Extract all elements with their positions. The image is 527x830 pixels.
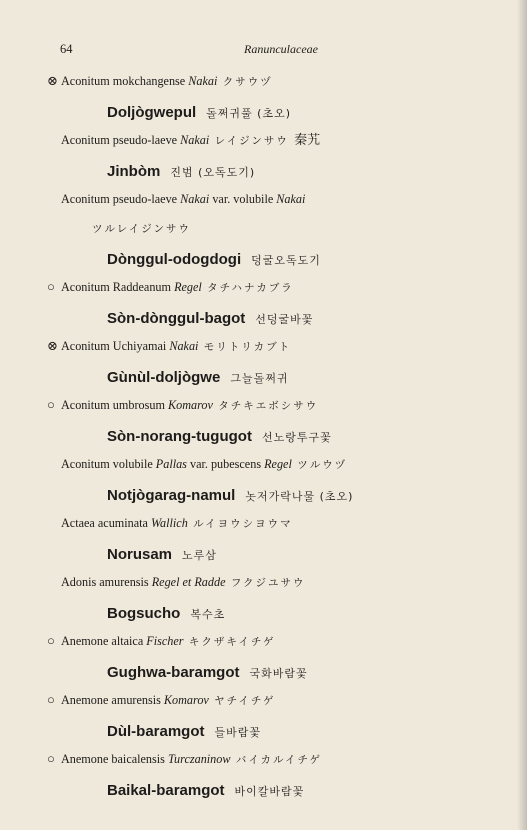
open-circle-mark: ○ [47, 692, 55, 707]
author-name: Turczaninow [167, 752, 231, 766]
scientific-name-line [0, 689, 527, 718]
korean-romanized-name: Norusam [107, 546, 173, 563]
scientific-name-line [0, 571, 527, 600]
korean-hangul-name: 노루삼 [182, 549, 217, 562]
korean-name-line [0, 99, 527, 129]
korean-hangul-name: 복수초 [190, 608, 226, 621]
page-header [0, 42, 527, 62]
scientific-name-line [0, 394, 527, 423]
author-name: Nakai [180, 133, 210, 147]
korean-hangul-name: 바이칼바람꽃 [234, 785, 305, 798]
author-name: Regel [174, 280, 202, 294]
korean-name-line [0, 482, 527, 512]
korean-hangul-name: 들바람꽃 [214, 726, 262, 739]
latin-name: var. volubile [209, 192, 277, 206]
latin-name: Aconitum Raddeanum [61, 280, 175, 294]
latin-name: Aconitum pseudo-laeve [61, 133, 181, 147]
korean-romanized-name: Gùnùl-doljògwe [107, 369, 221, 386]
latin-name: Anemone baicalensis [61, 752, 168, 766]
japanese-name: モリトリカブト [198, 341, 292, 353]
korean-romanized-name: Sòn-norang-tugugot [107, 428, 252, 445]
japanese-name: ツルレイジンサウ [92, 223, 191, 235]
korean-name-line [0, 777, 527, 807]
korean-romanized-name: Baikal-baramgot [107, 782, 225, 799]
korean-hangul-name: 돌쩌귀풀 (초오) [206, 107, 292, 120]
author-name: Nakai [188, 74, 218, 88]
korean-romanized-name: Jinbòm [107, 163, 161, 180]
latin-name: Anemone amurensis [61, 693, 164, 707]
latin-name: Adonis amurensis [61, 575, 152, 589]
scientific-name-line [0, 188, 527, 217]
author-name: Wallich [151, 516, 188, 530]
open-circle-mark: ○ [47, 279, 55, 294]
korean-romanized-name: Sòn-dònggul-bagot [107, 310, 246, 327]
korean-romanized-name: Dònggul-odogdogi [107, 251, 242, 268]
open-circle-mark: ○ [47, 397, 55, 412]
scientific-name-line [0, 276, 527, 305]
korean-hangul-name: 놋저가락나물 (초오) [245, 490, 354, 503]
latin-name: Aconitum Uchiyamai [61, 339, 170, 353]
author-name: Nakai [276, 192, 306, 206]
author-name: Nakai [180, 192, 210, 206]
japanese-name: クサウヅ [217, 76, 273, 88]
latin-name: Actaea acuminata [61, 516, 151, 530]
author-name: Fischer [146, 634, 184, 648]
japanese-name: ヤチイチゲ [208, 695, 276, 707]
japanese-name: フクジユサウ [225, 577, 306, 589]
scientific-name-line [0, 335, 527, 364]
korean-name-line [0, 305, 527, 335]
korean-hangul-name: 진범 (오독도기) [170, 166, 256, 179]
korean-romanized-name: Doljògwepul [107, 104, 197, 121]
korean-hangul-name: 그늘돌쩌귀 [230, 372, 289, 385]
japanese-name: レイジンサウ [209, 135, 295, 147]
korean-hangul-name: 국화바람꽃 [249, 667, 308, 680]
page-number: 64 [60, 42, 73, 56]
korean-name-line [0, 659, 527, 689]
latin-name: Aconitum mokchangense [61, 74, 189, 88]
japanese-name: キクザキイチゲ [183, 636, 276, 648]
korean-name-line [0, 364, 527, 394]
japanese-name: バイカルイチゲ [230, 754, 323, 766]
scientific-name-line [0, 453, 527, 482]
korean-romanized-name: Notjògarag-namul [107, 487, 236, 504]
author-name: Pallas [155, 457, 187, 471]
latin-name: Anemone altaica [61, 634, 147, 648]
latin-name: var. pubescens [186, 457, 265, 471]
korean-hangul-name: 선노랑투구꽃 [261, 431, 332, 444]
japanese-name: タチキエボシサウ [212, 400, 319, 412]
latin-name: Aconitum pseudo-laeve [61, 192, 181, 206]
japanese-name-continuation [0, 217, 527, 246]
species-list [0, 70, 527, 807]
running-head: Ranunculaceae [244, 42, 318, 56]
korean-name-line [0, 158, 527, 188]
latin-name: Aconitum volubile [61, 457, 156, 471]
korean-name-line [0, 423, 527, 453]
chinese-name: 秦艽 [294, 132, 321, 147]
circled-x-mark: ⊗ [47, 338, 58, 353]
author-name: Regel [264, 457, 292, 471]
scientific-name-line [0, 630, 527, 659]
korean-name-line [0, 541, 527, 571]
open-circle-mark: ○ [47, 751, 55, 766]
korean-hangul-name: 덩굴오독도기 [251, 254, 321, 267]
korean-romanized-name: Gughwa-baramgot [107, 664, 240, 681]
scientific-name-line [0, 70, 527, 99]
author-name: Nakai [169, 339, 199, 353]
circled-x-mark: ⊗ [47, 73, 58, 88]
open-circle-mark: ○ [47, 633, 55, 648]
japanese-name: ツルウヅ [291, 459, 348, 471]
author-name: Regel et Radde [151, 575, 226, 589]
korean-hangul-name: 선덩굴바꽃 [255, 313, 314, 326]
korean-romanized-name: Dùl-baramgot [107, 723, 205, 740]
latin-name: Aconitum umbrosum [61, 398, 168, 412]
author-name: Komarov [167, 398, 213, 412]
scientific-name-line [0, 129, 527, 158]
japanese-name: ルイヨウシヨウマ [187, 518, 293, 530]
japanese-name: タチハナカブラ [201, 282, 294, 294]
korean-name-line [0, 718, 527, 748]
author-name: Komarov [163, 693, 209, 707]
korean-romanized-name: Bogsucho [107, 605, 181, 622]
korean-name-line [0, 246, 527, 276]
scientific-name-line [0, 512, 527, 541]
scientific-name-line [0, 748, 527, 777]
korean-name-line [0, 600, 527, 630]
